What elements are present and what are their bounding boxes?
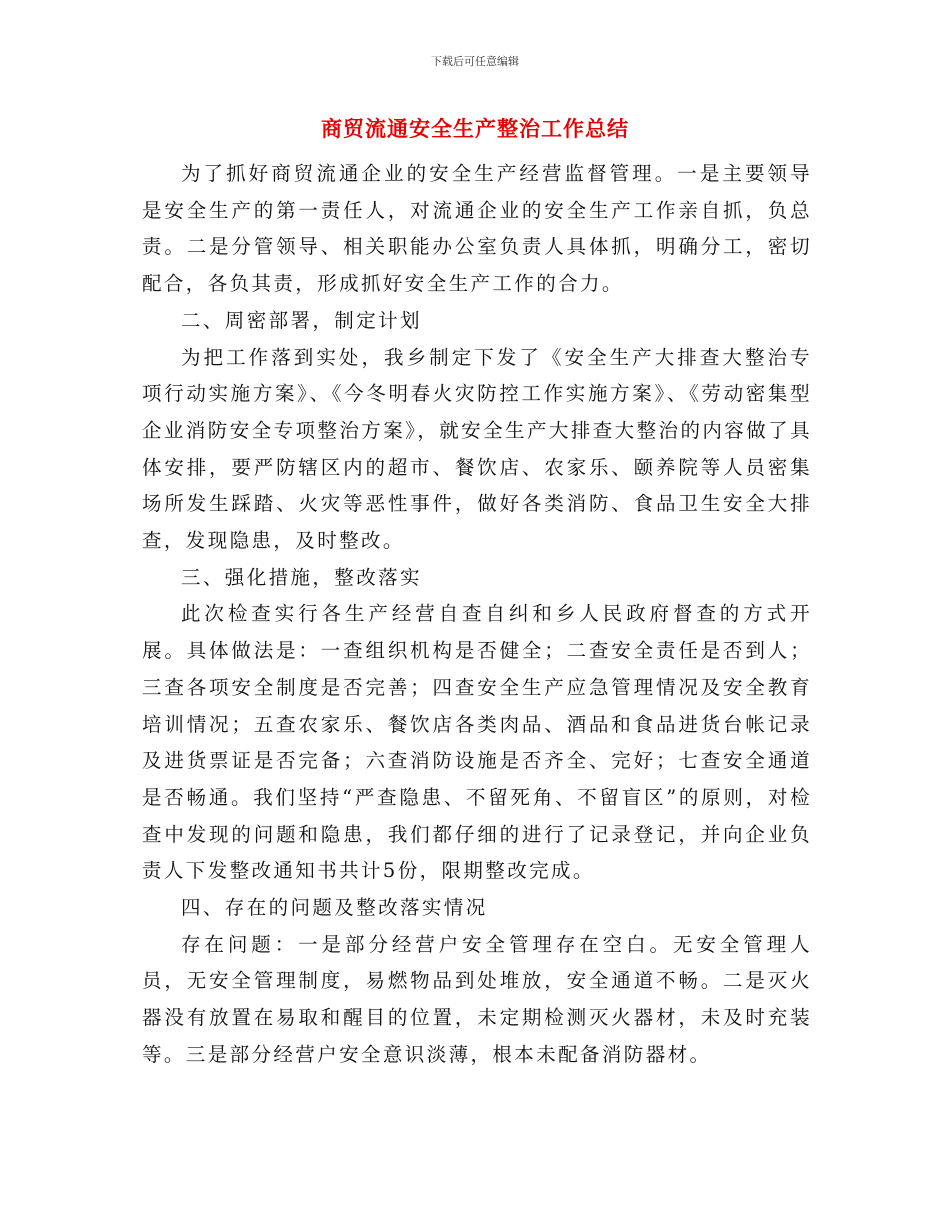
document-title: 商贸流通安全生产整治工作总结 bbox=[321, 116, 629, 141]
header-note: 下载后可任意编辑 bbox=[431, 55, 519, 68]
section-heading-2: 二、周密部署，制定计划 bbox=[181, 308, 422, 332]
section-heading-4: 四、存在的问题及整改落实情况 bbox=[181, 896, 488, 920]
document-body bbox=[142, 156, 812, 1074]
paragraph-problems: 存在问题：一是部分经营户安全管理存在空白。无安全管理人员，无安全管理制度，易燃物品到处堆放，安全通道不畅。二是灭火器没有放置在易取和醒目的位置，未定期检测灭火器材，未及时充装等。三是部分经营户安全意识淡薄，根本未配备消防器材。 bbox=[142, 932, 812, 1066]
paragraph-measures: 此次检查实行各生产经营自查自纠和乡人民政府督查的方式开展。具体做法是：一查组织机构是否健全；二查安全责任是否到人；三查各项安全制度是否完善；四查安全生产应急管理情况及安全教育培训情况；五查农家乐、餐饮店各类肉品、酒品和食品进货台帐记录及进货票证是否完备；六查消防设施是否齐全、完好；七查安全通道是否畅通。我们坚持“严查隐患、不留死角、不留盲区”的原则，对检查中发现的问题和隐患，我们都仔细的进行了记录登记，并向企业负责人下发整改通知书共计5份，限期整改完成。 bbox=[142, 602, 812, 883]
section-heading-3: 三、强化措施，整改落实 bbox=[181, 565, 422, 589]
paragraph-planning: 为把工作落到实处，我乡制定下发了《安全生产大排查大整治专项行动实施方案》、《今冬明春火灾防控工作实施方案》、《劳动密集型企业消防安全专项整治方案》，就安全生产大排查大整治的内容做了具体安排，要严防辖区内的超市、餐饮店、农家乐、颐养院等人员密集场所发生踩踏、火灾等恶性事件，做好各类消防、食品卫生安全大排查，发现隐患，及时整改。 bbox=[142, 345, 812, 553]
paragraph-intro: 为了抓好商贸流通企业的安全生产经营监督管理。一是主要领导是安全生产的第一责任人，对流通企业的安全生产工作亲自抓，负总责。二是分管领导、相关职能办公室负责人具体抓，明确分工，密切配合，各负其责，形成抓好安全生产工作的合力。 bbox=[142, 162, 812, 296]
